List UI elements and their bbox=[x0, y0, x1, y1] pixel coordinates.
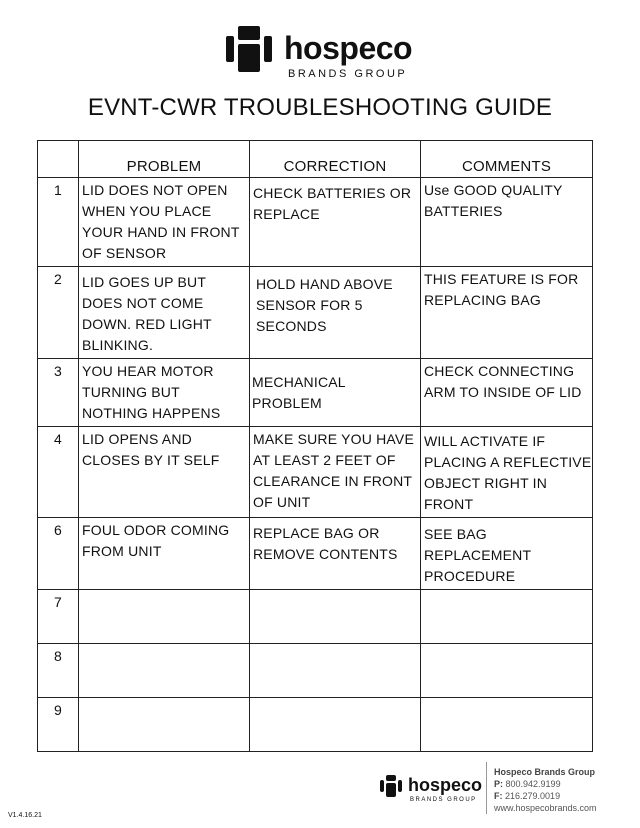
comments-cell: WILL ACTIVATE IF PLACING A REFLECTIVE OBJECT RIGHT IN FRONT bbox=[421, 427, 593, 518]
correction-cell bbox=[250, 698, 421, 752]
comments-cell: SEE BAG REPLACEMENT PROCEDURE bbox=[421, 518, 593, 590]
header-problem: PROBLEM bbox=[79, 141, 250, 178]
footer-wordmark: hospeco bbox=[408, 775, 483, 795]
table-header-row bbox=[38, 141, 593, 178]
comments-cell bbox=[421, 644, 593, 698]
correction-cell: MAKE SURE YOU HAVE AT LEAST 2 FEET OF CLEARANCE IN FRONT OF UNIT bbox=[250, 427, 421, 518]
footer-divider bbox=[486, 762, 487, 814]
table-row bbox=[38, 427, 593, 518]
phone-number: 800.942.9199 bbox=[505, 779, 561, 789]
row-number: 1 bbox=[38, 178, 79, 267]
problem-cell: LID GOES UP BUT DOES NOT COME DOWN. RED LIGHT BLINKING. bbox=[79, 267, 250, 359]
problem-cell bbox=[79, 698, 250, 752]
phone-line: P: 800.942.9199 bbox=[494, 779, 561, 789]
page-title: EVNT-CWR TROUBLESHOOTING GUIDE bbox=[87, 94, 553, 121]
hospeco-logo bbox=[226, 26, 436, 86]
table-row bbox=[38, 698, 593, 752]
row-number: 2 bbox=[38, 267, 79, 359]
fax-number: 216.279.0019 bbox=[505, 791, 561, 801]
hospeco-logo-icon bbox=[226, 26, 272, 72]
problem-cell: LID DOES NOT OPEN WHEN YOU PLACE YOUR HAND IN FRONT OF SENSOR bbox=[79, 178, 250, 267]
row-number: 3 bbox=[38, 359, 79, 427]
table-row bbox=[38, 518, 593, 590]
comments-cell: CHECK CONNECTING ARM TO INSIDE OF LID bbox=[421, 359, 593, 427]
website-link[interactable]: www.hospecobrands.com bbox=[494, 803, 597, 813]
footer-logo bbox=[380, 775, 490, 809]
company-name: Hospeco Brands Group bbox=[494, 767, 596, 777]
hospeco-logo-icon bbox=[380, 775, 402, 797]
problem-cell: LID OPENS AND CLOSES BY IT SELF bbox=[79, 427, 250, 518]
table-row bbox=[38, 178, 593, 267]
header-comments: COMMENTS bbox=[421, 141, 593, 178]
correction-cell: HOLD HAND ABOVE SENSOR FOR 5 SECONDS bbox=[250, 267, 421, 359]
table-row bbox=[38, 267, 593, 359]
correction-cell bbox=[250, 644, 421, 698]
row-number: 9 bbox=[38, 698, 79, 752]
version-label: V1.4.16.21 bbox=[8, 812, 42, 819]
logo-subtitle: BRANDS GROUP bbox=[288, 68, 408, 80]
header-blank-cell bbox=[38, 141, 79, 178]
footer-contact bbox=[494, 766, 597, 814]
table-row bbox=[38, 359, 593, 427]
fax-line: F: 216.279.0019 bbox=[494, 791, 561, 801]
row-number: 8 bbox=[38, 644, 79, 698]
correction-cell: REPLACE BAG OR REMOVE CONTENTS bbox=[250, 518, 421, 590]
correction-cell: MECHANICAL PROBLEM bbox=[250, 359, 421, 427]
logo-wordmark: hospeco bbox=[284, 30, 413, 66]
comments-cell bbox=[421, 590, 593, 644]
problem-cell: FOUL ODOR COMING FROM UNIT bbox=[79, 518, 250, 590]
problem-cell bbox=[79, 644, 250, 698]
footer-logo-subtitle: BRANDS GROUP bbox=[410, 797, 477, 803]
troubleshooting-table bbox=[37, 140, 593, 752]
correction-cell: CHECK BATTERIES OR REPLACE bbox=[250, 178, 421, 267]
comments-cell: THIS FEATURE IS FOR REPLACING BAG bbox=[421, 267, 593, 359]
table-row bbox=[38, 644, 593, 698]
row-number: 4 bbox=[38, 427, 79, 518]
correction-cell bbox=[250, 590, 421, 644]
problem-cell: YOU HEAR MOTOR TURNING BUT NOTHING HAPPENS bbox=[79, 359, 250, 427]
table-row bbox=[38, 590, 593, 644]
row-number: 7 bbox=[38, 590, 79, 644]
comments-cell: Use GOOD QUALITY BATTERIES bbox=[421, 178, 593, 267]
header-correction: CORRECTION bbox=[250, 141, 421, 178]
row-number: 6 bbox=[38, 518, 79, 590]
comments-cell bbox=[421, 698, 593, 752]
problem-cell bbox=[79, 590, 250, 644]
